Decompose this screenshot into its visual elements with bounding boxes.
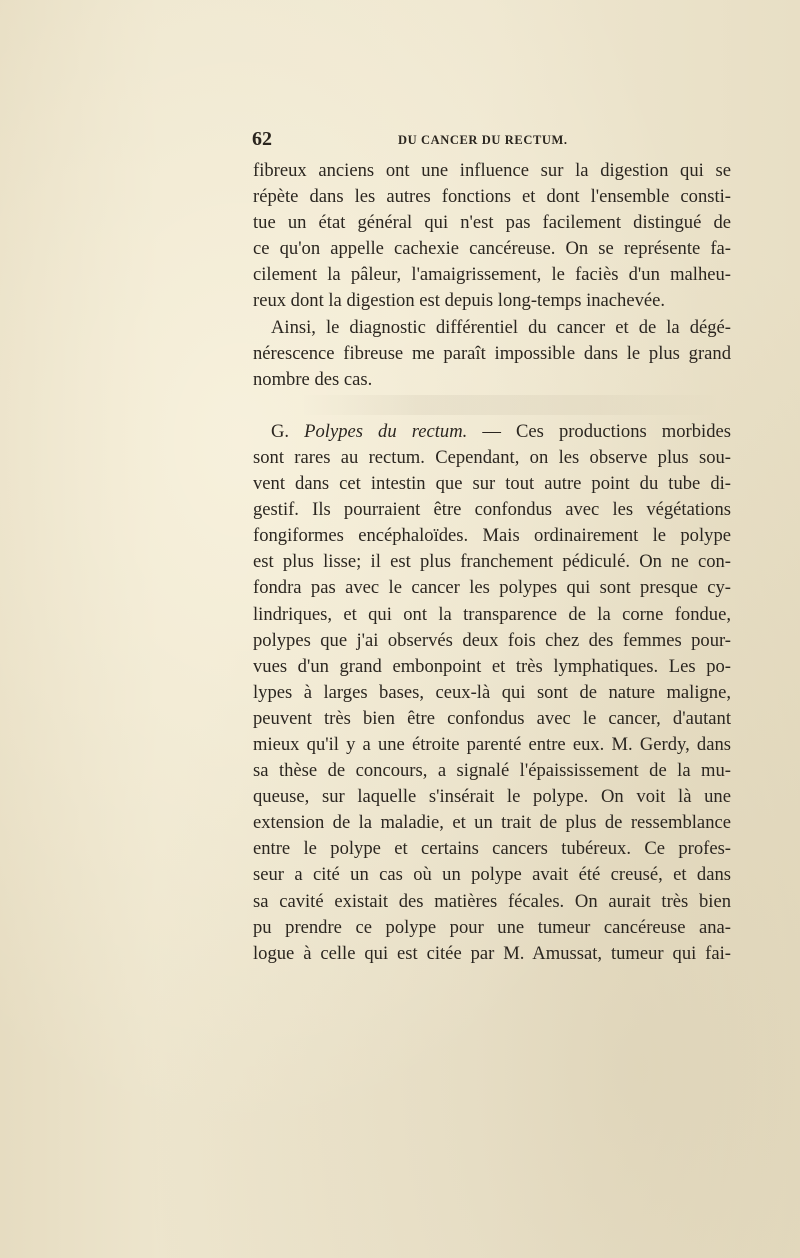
- text-line: cilement la pâleur, l'amaigrissement, le faciès d'un malheu-: [253, 264, 731, 286]
- text-line: lypes à larges bases, ceux-là qui sont de nature maligne,: [253, 681, 731, 703]
- text-line: seur a cité un cas où un polype avait été creusé, et dans: [253, 864, 731, 886]
- section-title: Polypes du rectum.: [304, 420, 468, 442]
- text-line: lindriques, et qui ont la transparence de la corne fondue,: [253, 603, 731, 625]
- text-line: sa thèse de concours, a signalé l'épaississement de la mu-: [253, 760, 731, 782]
- section-letter: G.: [271, 420, 290, 442]
- paragraph-gap: [253, 393, 731, 419]
- text-line: sa cavité existait des matières fécales. On aurait très bien: [253, 890, 731, 912]
- text-line: extension de la maladie, et un trait de plus de ressemblance: [253, 812, 731, 834]
- text-line: Ainsi, le diagnostic différentiel du cancer et de la dégé-: [271, 316, 731, 338]
- page-header: [252, 128, 730, 156]
- paragraph-diagnostic: [253, 315, 731, 393]
- text-line: polypes que j'ai observés deux fois chez des femmes pour-: [253, 629, 731, 651]
- text-line: queuse, sur laquelle s'insérait le polype. On voit là une: [253, 786, 731, 808]
- text-line: vent dans cet intestin que sur tout autre point du tube di-: [253, 473, 731, 495]
- text-line: fibreux anciens ont une influence sur la digestion qui se: [253, 160, 731, 181]
- body-text: [253, 158, 731, 967]
- text-line: gestif. Ils pourraient être confondus avec les végétations: [253, 499, 731, 521]
- text-line: vues d'un grand embonpoint et très lymphatiques. Les po-: [253, 655, 731, 677]
- section-polypes: [253, 419, 731, 967]
- page-number: 62: [252, 128, 272, 150]
- text-line: sont rares au rectum. Cependant, on les observe plus sou-: [253, 446, 731, 468]
- paragraph-cachexie: [253, 158, 731, 315]
- text-line: entre le polype et certains cancers tubéreux. Ce profes-: [253, 838, 731, 860]
- text-line: nérescence fibreuse me paraît impossible dans le plus grand: [253, 342, 731, 364]
- text-line: répète dans les autres fonctions et dont l'ensemble consti-: [253, 186, 731, 208]
- running-title: DU CANCER DU RECTUM.: [398, 133, 568, 147]
- text-line: est plus lisse; il est plus franchement pédiculé. On ne con-: [253, 551, 731, 573]
- text-line: pu prendre ce polype pour une tumeur cancéreuse ana-: [253, 916, 731, 938]
- text-line: mieux qu'il y a une étroite parenté entre eux. M. Gerdy, dans: [253, 733, 731, 755]
- section-heading-line: [253, 419, 731, 445]
- text-line: peuvent très bien être confondus avec le cancer, d'autant: [253, 707, 731, 729]
- section-first-line: — Ces productions morbides: [482, 420, 731, 442]
- text-line: fondra pas avec le cancer les polypes qui sont presque cy-: [253, 577, 731, 599]
- text-line: fongiformes encéphaloïdes. Mais ordinairement le polype: [253, 525, 731, 547]
- text-line: nombre des cas.: [253, 368, 373, 390]
- text-line: tue un état général qui n'est pas facilement distingué de: [253, 212, 731, 234]
- text-line: ce qu'on appelle cachexie cancéreuse. On se représente fa-: [253, 238, 731, 260]
- text-line: logue à celle qui est citée par M. Amussat, tumeur qui fai-: [253, 942, 731, 964]
- text-line: reux dont la digestion est depuis long-temps inachevée.: [253, 290, 666, 312]
